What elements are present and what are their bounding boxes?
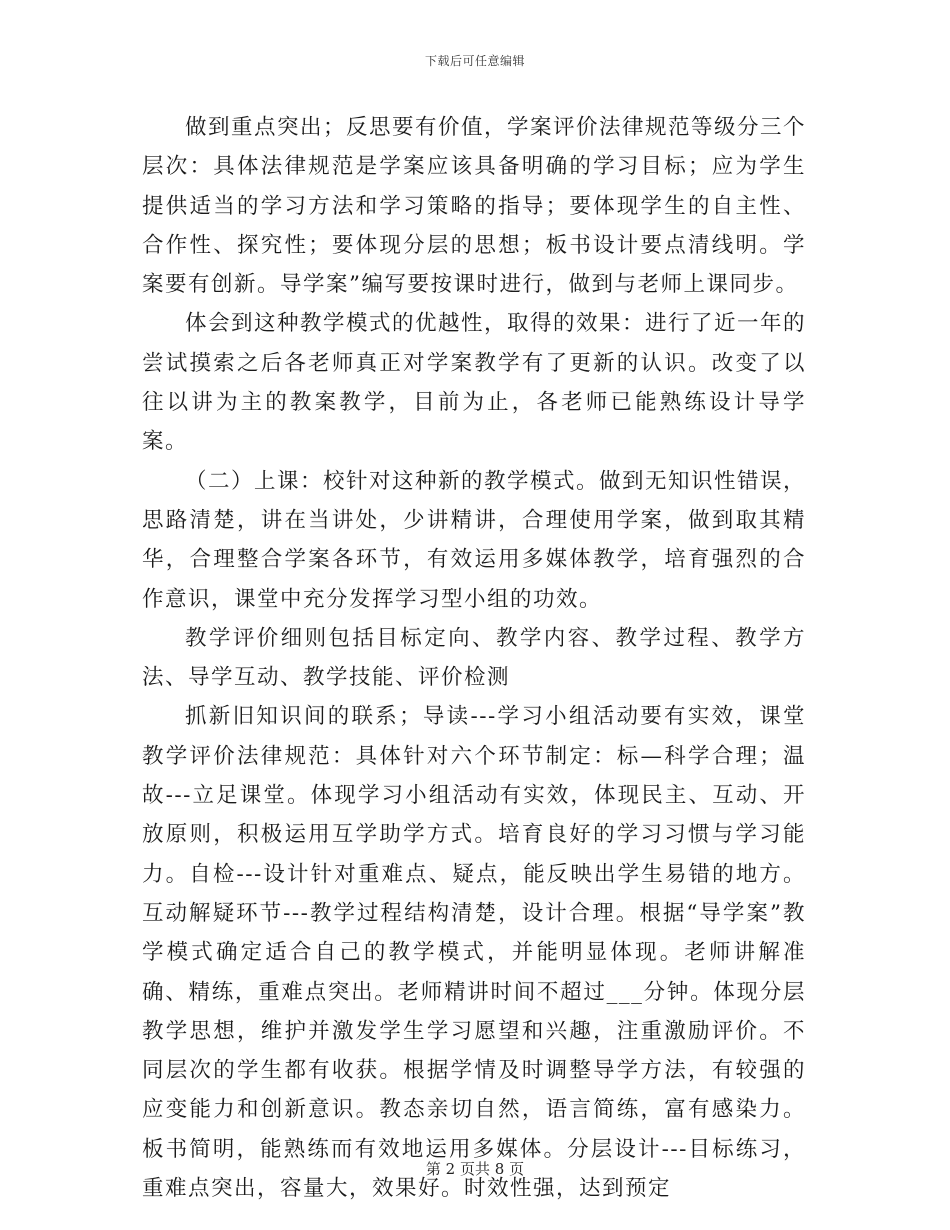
paragraph: 抓新旧知识间的联系；导读---学习小组活动要有实效，课堂教学评价法律规范：具体针对六个环节制定：标—科学合理；温故---立足课堂。体现学习小组活动有实效，体现民主、互动、开放原则，积极运用互学助学方式。培育良好的学习习惯与学习能力。自检---设计针对重难点、疑点，能反映出学生易错的地方。互动解疑环节---教学过程结构清楚，设计合理。根据“导学案”教学模式确定适合自己的教学模式，并能明显体现。老师讲解准确、精练，重难点突出。老师精讲时间不超过___分钟。体现分层教学思想，维护并激发学生学习愿望和兴趣，注重激励评价。不同层次的学生都有收获。根据学情及时调整导学方法，有较强的应变能力和创新意识。教态亲切自然，语言简练，富有感染力。板书简明，能熟练而有效地运用多媒体。分层设计---目标练习，重难点突出，容量大，效果好。时效性强，达到预定 — [142, 704, 806, 1202]
page-number-footer: 第 2 页共 8 页 — [425, 1160, 525, 1178]
paragraph: 体会到这种教学模式的优越性，取得的效果：进行了近一年的尝试摸索之后各老师真正对学案教学有了更新的认识。改变了以往以讲为主的教案教学，目前为止，各老师已能熟练设计导学案。 — [142, 311, 807, 455]
paragraph: （二）上课：校针对这种新的教学模式。做到无知识性错误，思路清楚，讲在当讲处，少讲精讲，合理使用学案，做到取其精华，合理整合学案各环节，有效运用多媒体教学，培育强烈的合作意识，课堂中充分发挥学习型小组的功效。 — [142, 468, 807, 612]
paragraph: 教学评价细则包括目标定向、教学内容、教学过程、教学方法、导学互动、教学技能、评价检测 — [142, 625, 806, 691]
paragraph: 做到重点突出；反思要有价值，学案评价法律规范等级分三个层次：具体法律规范是学案应该具备明确的学习目标；应为学生提供适当的学习方法和学习策略的指导；要体现学生的自主性、合作性、探究性；要体现分层的思想；板书设计要点清线明。学案要有创新。导学案”编写要按课时进行，做到与老师上课同步。 — [142, 115, 807, 298]
document-body — [142, 108, 806, 1208]
page-header: 下载后可任意编辑 — [424, 54, 525, 68]
